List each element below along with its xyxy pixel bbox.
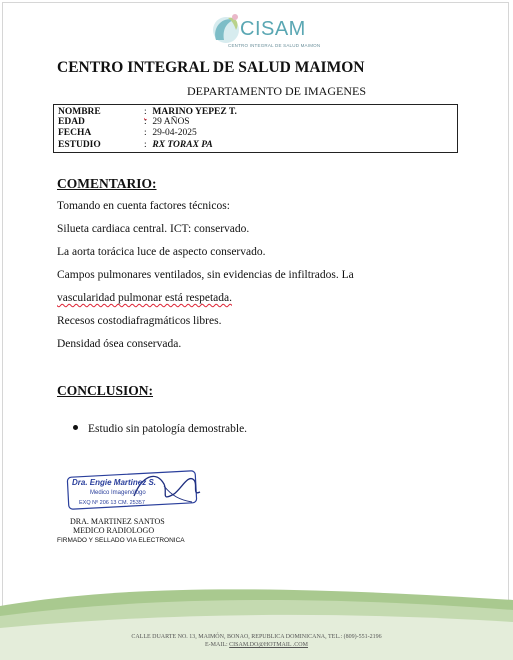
email-label: E-MAIL:: [205, 642, 230, 648]
comentario-heading: COMENTARIO:: [57, 176, 157, 191]
age-separator: :: [144, 117, 147, 127]
study-separator: :: [144, 140, 147, 150]
comment-line: Campos pulmonares ventilados, sin evidencias de infiltrados. La: [57, 269, 354, 281]
patient-date-row: [58, 128, 197, 138]
date-value: 29-04-2025: [152, 128, 197, 138]
comment-line: Densidad ósea conservada.: [57, 338, 182, 350]
email-link[interactable]: CISAM.DO@HOTMAIL .COM: [229, 642, 308, 648]
department-title: DEPARTAMENTO DE IMAGENES: [187, 84, 366, 98]
bullet-icon: [73, 425, 78, 430]
comment-line: Silueta cardiaca central. ICT: conservado.: [57, 223, 250, 235]
footer-email: [0, 642, 513, 648]
stamp-role: Medico Imagenólogo: [90, 490, 146, 496]
name-label: NOMBRE: [58, 107, 101, 117]
study-label: ESTUDIO: [58, 140, 101, 150]
signed-electronically-text: FIRMADO Y SELLADO VIA ELECTRONICA: [57, 537, 185, 544]
stamp-name: Dra. Engie Martinez S.: [72, 478, 157, 487]
age-value: 29 AÑOS: [152, 117, 190, 127]
logo-text: CISAM: [240, 18, 306, 40]
page-border: [2, 2, 509, 657]
cisam-logo: [206, 10, 321, 54]
date-label: FECHA: [58, 128, 92, 138]
patient-age-row: [58, 117, 190, 127]
comment-line-text: vascularidad pulmonar está respetada.: [57, 292, 232, 304]
age-label: EDAD: [58, 117, 85, 127]
patient-study-row: [58, 140, 213, 150]
comment-line: La aorta torácica luce de aspecto conservado.: [57, 246, 266, 258]
date-separator: :: [144, 128, 147, 138]
patient-name-row: [58, 107, 237, 117]
doctor-name: DRA. MARTINEZ SANTOS: [70, 517, 165, 526]
study-value: RX TORAX PA: [152, 140, 213, 150]
comment-line: Tomando en cuenta factores técnicos:: [57, 200, 230, 212]
conclusion-item: [73, 423, 247, 435]
conclusion-item-text: Estudio sin patología demostrable.: [88, 423, 248, 435]
name-separator: :: [144, 107, 147, 117]
name-value: MARINO YEPEZ T.: [152, 107, 237, 117]
center-title: CENTRO INTEGRAL DE SALUD MAIMON: [57, 59, 365, 76]
comment-line: [57, 292, 232, 304]
logo-subtitle: CENTRO INTEGRAL DE SALUD MAIMON: [228, 43, 321, 48]
conclusion-heading: CONCLUSION:: [57, 383, 154, 398]
patient-info-box: [53, 104, 458, 153]
footer-address: CALLE DUARTE NO. 13, MAIMÓN, BONAO, REPUBLICA DOMINICANA, TEL.: (809)-551-2196: [131, 634, 382, 640]
comment-line: Recesos costodiafragmáticos libres.: [57, 315, 222, 327]
stamp-license: EXQ Nº 206 13 CM. 25357: [79, 500, 145, 506]
doctor-role: MEDICO RADIOLOGO: [73, 526, 155, 535]
